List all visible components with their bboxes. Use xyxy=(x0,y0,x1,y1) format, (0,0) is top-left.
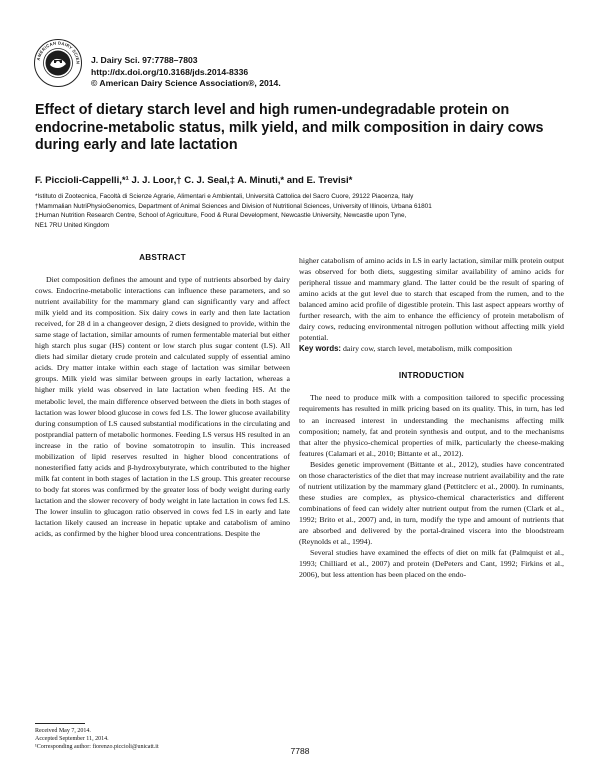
keywords-list: dairy cow, starch level, metabolism, milk composition xyxy=(342,344,513,354)
received-date: Received May 7, 2014. xyxy=(35,728,91,734)
affiliations xyxy=(35,192,575,230)
doi-link[interactable]: http://dx.doi.org/10.3168/jds.2014-8336 xyxy=(91,66,249,77)
affiliation-1: *Istituto di Zootecnica, Facoltà di Scienze Agrarie, Alimentari e Ambientali, Università Cattolica del Sacro Cuore, 29122 Piacenza, Italy xyxy=(35,193,414,200)
author-list: F. Piccioli-Cappelli,*¹ J. J. Loor,† C. J. Seal,‡ A. Minuti,* and E. Trevisi* xyxy=(35,175,353,186)
intro-paragraph-3: Several studies have examined the effects of diet on milk fat (Palmquist et al., 1993; Chilliard et al., 2007) and protein (DePeters and Cant, 1992; Firkins et al., 2006), but less attention has been placed on the endo- xyxy=(299,548,564,580)
affiliation-3: ‡Human Nutrition Research Centre, School of Agriculture, Food & Rural Development, Newcastle University, Newcastle upon Tyne, xyxy=(35,212,407,220)
journal-info xyxy=(91,55,281,90)
introduction-heading: INTRODUCTION xyxy=(398,371,465,381)
abstract-heading: ABSTRACT xyxy=(139,253,186,262)
accepted-date: Accepted September 11, 2014. xyxy=(35,736,109,742)
adsa-seal-icon xyxy=(33,38,83,88)
right-column xyxy=(299,255,564,580)
affiliation-4: NE1 7RU United Kingdom xyxy=(35,221,110,229)
left-column xyxy=(35,253,290,539)
logo-ring-text: AMERICAN DAIRY SCIEN xyxy=(35,40,81,65)
footnote-divider xyxy=(35,723,85,724)
abstract-text: Diet composition defines the amount and type of nutrients absorbed by dairy cows. Endocrine-metabolic interactions can influence these parameters, and so nutrient availability for the mammary gland can significantly vary and affect milk yield and its composition. Six dairy cows in early and then late lactation received, for 28 d in a changeover design, 2 diets designed to provide, within the same stage of lactation, similar amounts of rumen fermentable material but either high starch plus sugar (HS) content or low starch plus sugar content (LS). All diets had similar dietary crude protein and calculated supply of essential amino acids. Dry matter intake within each stage of lactation was similar between groups. Milk yield was similar between groups in early lactation, whereas a higher milk yield was observed in late lactation when feeding HS. At the metabolic level, the main difference observed between the diets in both stages of lactation was lower blood glucose in cows fed LS. The lower glucose availability during consumption of LS caused substantial modifications in the circulating and postprandial pattern of metabolic hormones. Feeding LS versus HS resulted in an increase in the ratio of bovine somatotropin to insulin. This increased mobilization of lipid reserves resulted in higher blood concentrations of nonesterified fatty acids and β-hydroxybutyrate, which contributed to the higher milk fat content in both stages of lactation in the LS group. This greater recourse to body fat stores was confirmed by the greater loss of body weight during early lactation and the slower recovery of body weight in late lactation in cows fed LS. The lower insulin to glucagon ratio observed in cows fed LS in early and late lactation likely caused an increase in hepatic uptake and catabolism of amino acids, as confirmed by the higher blood urea concentrations. Despite the xyxy=(35,275,290,539)
intro-paragraph-1: The need to produce milk with a composition tailored to specific processing requirements has resulted in milk pricing based on its quality. This, in turn, has led to an increased interest in understanding the mechanisms affecting milk composition; namely, fat and protein synthesis and output, and to the mechanisms that alter the physico-chemical properties of milk, particularly the cheese-making features (Calamari et al., 2010; Bittante et al., 2012). xyxy=(299,393,564,458)
journal-logo xyxy=(33,38,83,88)
abstract-continued: higher catabolism of amino acids in LS in early lactation, similar milk protein output was observed for both diets, suggesting similar availability of amino acids for peripheral tissue and mammary gland. The latter could be the result of sparing of amino acids at the gut level due to starch that escaped from the rumen, and to the balanced amino acid profile of digestible protein. This last aspect appears worthy of further research, with the aim to enhance the efficiency of protein metabolism of dairy cows, reducing environmental nitrogen pollution without affecting milk yield potential. xyxy=(299,256,564,343)
copyright-line: © American Dairy Science Association®, 2014. xyxy=(91,78,281,88)
journal-citation: J. Dairy Sci. 97:7788–7803 xyxy=(91,55,198,65)
corresponding-author: ¹Corresponding author: fiorenzo.piccioli@unicatt.it xyxy=(35,744,159,750)
page-number: 7788 xyxy=(290,746,310,756)
article-title: Effect of dietary starch level and high rumen-undegradable protein on endocrine-metabolic status, milk yield, and milk composition in dairy cows during early and late lactation xyxy=(35,102,544,153)
intro-paragraph-2: Besides genetic improvement (Bittante et al., 2012), studies have concentrated on those characteristics of the diet that may increase nutrient availability and the rate of nutrient utilization by the mammary gland (Pettitclerc et al., 2000). In ruminants, these studies are complex, as physico-chemical characteristics and different combinations of feed can widely alter nutrient output from the rumen (Clark et al., 1992; Brito et al., 2007) and, in turn, modify the type and amount of nutrients that are absorbed and delivered by the portal-drained viscera into the bloodstream (Reynolds et al., 1994). xyxy=(299,459,564,547)
affiliation-2: †Mammalian NutriPhysioGenomics, Department of Animal Sciences and Division of Nutritional Sciences, University of Illinois, Urbana 61801 xyxy=(35,202,432,210)
keywords xyxy=(299,343,564,354)
keywords-label: Key words: xyxy=(299,344,342,354)
